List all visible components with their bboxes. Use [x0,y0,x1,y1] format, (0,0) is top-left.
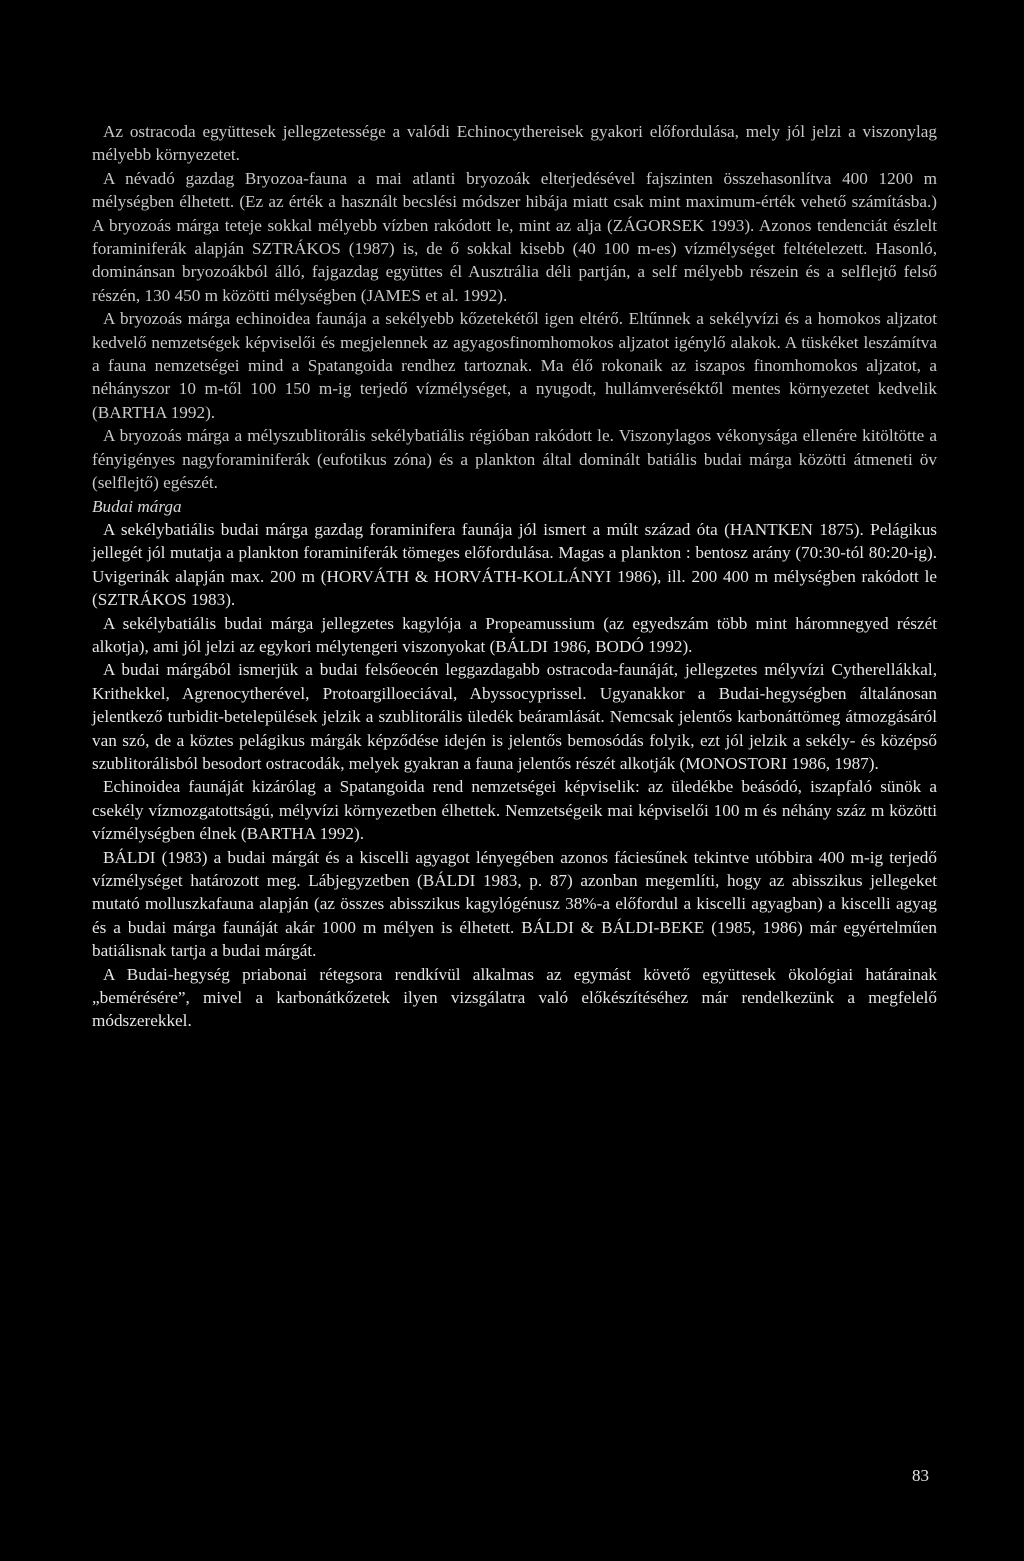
paragraph: Echinoidea faunáját kizárólag a Spatangoida rend nemzetségei képviselik: az üledékbe beásódó, iszapfaló sünök a csekély vízmozgatottságú, mélyvízi környezetben élhettek. Nemzetségeik mai képviselői 100 m és néhány száz m közötti vízmélységben élnek (BARTHA 1992). [92,777,937,844]
paragraph: A Budai-hegység priabonai rétegsora rendkívül alkalmas az egymást követő együttesek ökológiai határainak „bemérésére”, mivel a karbonátkőzetek ilyen vizsgálatra való előkészítéséhez már rendelkezünk a megfelelő módszerekkel. [92,964,937,1031]
paragraph: A sekélybatiális budai márga jellegzetes kagylója a Propeamussium (az egyedszám több mint háromnegyed részét alkotja), ami jól jelzi az egykori mélytengeri viszonyokat (BÁLDI 1986, BODÓ 1992). [92,613,937,656]
paragraph: A budai márgából ismerjük a budai felsőeocén leggazdagabb ostracoda-faunáját, jellegzetes mélyvízi Cytherellákkal, Krithekkel, Agrenocytherével, Protoargilloeciával, Abyssocyprissel. Ugyanakkor a Budai-hegységben általánosan jelentkező turbidit-betelepülések jelzik a szublitorális üledék beáramlását. Nemcsak jelentős karbonáttömeg átmozgásáról van szó, de a köztes pelágikus márgák képződése idején is jelentős bemosódás folyik, ezt jól jelzik a sekély- és középső szublitorálisból besodort ostracodák, melyek gyakran a fauna jelentős részét alkotják (MONOSTORI 1986, 1987). [92,660,937,773]
paragraph: Az ostracoda együttesek jellegzetessége a valódi Echinocythereisek gyakori előfordulása, mely jól jelzi a viszonylag mélyebb környezetet. [92,122,937,165]
paragraph: BÁLDI (1983) a budai márgát és a kiscelli agyagot lényegében azonos fáciesűnek tekintve utóbbira 400 m-ig terjedő vízmélységet határozott meg. Lábjegyzetben (BÁLDI 1983, p. 87) azonban megemlíti, hogy az abisszikus jellegeket mutató molluszkafauna alapján (az összes abisszikus kagylógénusz 38%-a előfordul a kiscelli agyagban) a kiscelli agyag és a budai márga faunáját akár 1000 m mélyen is élhetett. BÁLDI & BÁLDI-BEKE (1985, 1986) már egyértelműen batiálisnak tartja a budai márgát. [92,847,937,961]
paragraph: A bryozoás márga echinoidea faunája a sekélyebb kőzetekétől igen eltérő. Eltűnnek a sekélyvízi és a homokos aljzatot kedvelő nemzetségek képviselői és megjelennek az agyagosfinomhomokos aljzatot igénylő alakok. A tüskéket leszámítva a fauna nemzetségei mind a Spatangoida rendhez tartoznak. Ma élő rokonaik az iszapos finomhomokos aljzatot, a néhányszor 10 m-től 100 150 m-ig terjedő vízmélységet, a nyugodt, hullámveréséktől mentes környezetet kedvelik (BARTHA 1992). [92,309,937,422]
paragraph: A sekélybatiális budai márga gazdag foraminifera faunája jól ismert a múlt század óta (HANTKEN 1875). Pelágikus jellegét jól mutatja a plankton foraminiferák tömeges előfordulása. Magas a plankton : bentosz arány (70:30-tól 80:20-ig). Uvigerinák alapján max. 200 m (HORVÁTH & HORVÁTH-KOLLÁNYI 1986), ill. 200 400 m mélységben rakódott le (SZTRÁKOS 1983). [92,519,937,610]
section-heading: Budai márga [92,496,182,516]
paragraph: A bryozoás márga a mélyszublitorális sekélybatiális régióban rakódott le. Viszonylagos vékonysága ellenére kitöltötte a fényigényes nagyforaminiferák (eufotikus zóna) és a plankton által dominált batiális budai márga közötti átmeneti öv (selflejtő) egészét. [92,426,937,493]
paragraph: A névadó gazdag Bryozoa-fauna a mai atlanti bryozoák elterjedésével fajszinten összehasonlítva 400 1200 m mélységben élhetett. (Ez az érték a használt becslési módszer hibája miatt csak mint maximum-érték vehető számításba.) A bryozoás márga teteje sokkal mélyebb vízben rakódott le, mint az alja (ZÁGORSEK 1993). Azonos tendenciát észlelt foraminiferák alapján SZTRÁKOS (1987) is, de ő sokkal kisebb (40 100 m-es) vízmélységet feltételezett. Hasonló, dominánsan bryozoákból álló, fajgazdag együttes él Ausztrália déli partján, a self mélyebb részein és a selflejtő felső részén, 130 450 m közötti mélységben (JAMES et al. 1992). [92,168,937,305]
body-text [92,120,937,1033]
page-number: 83 [912,1466,929,1485]
